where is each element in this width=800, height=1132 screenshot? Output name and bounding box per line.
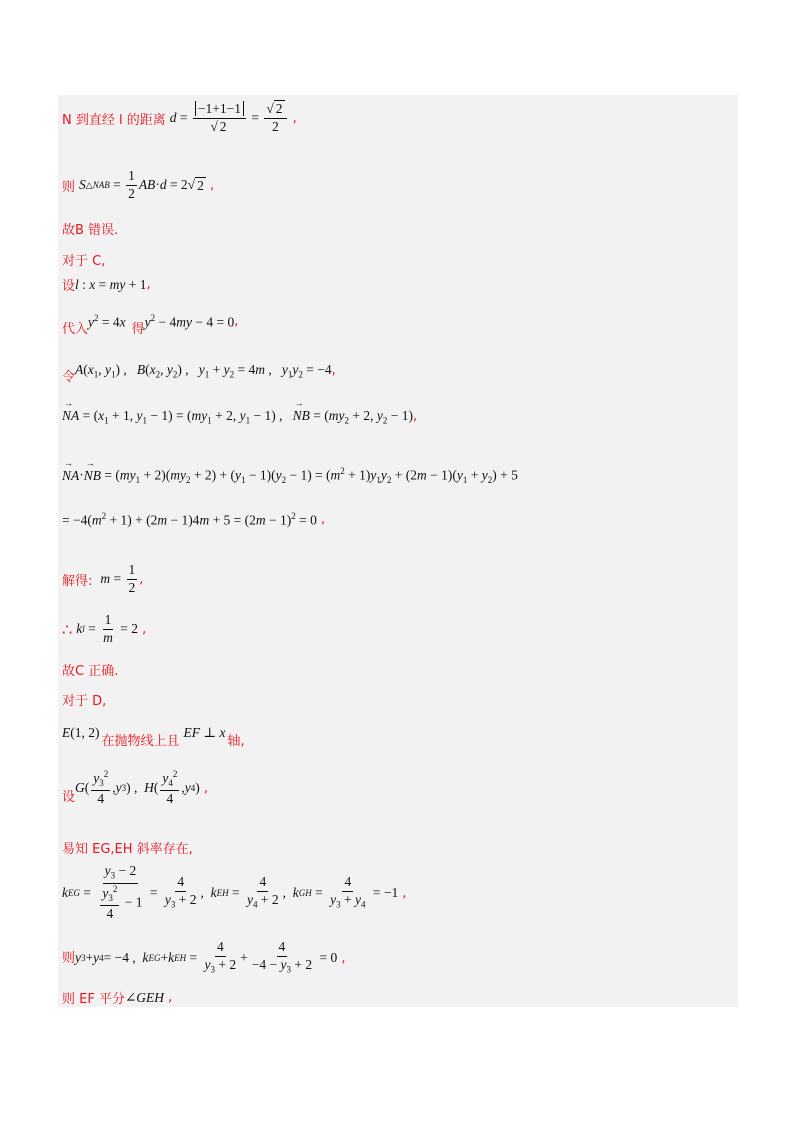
points-gh-line: 设 G ( $\frac{y_3^2}{4}$ , y 3 ) , H ( $\frac{y_4^2}{4}$ , y 4 ) , (62, 768, 209, 806)
line-formula: l : x = my + 1 (75, 276, 147, 292)
vectors-formula: → NA = ($x_1 + 1$, $y_1 - 1) = (my_1 + 2$, $y_1 - 1$) , → NB = ($my_2 + 2$, $y_2 - 1$) (62, 408, 413, 426)
slope-line: ∴ k l = $\frac{1}{m}$ = 2 , (62, 611, 147, 645)
dot-product-formula: → NA·→ NB = $(my_1 + 2)(my_2 + 2) + (y_1 - 1)(y_2 - 1) = (m^2 + 1)y_1y_2 + (2m - 1)(y_1 + y_2) + 5$ (62, 466, 518, 485)
parabola-formula: $y^2 = 4x$ (88, 312, 126, 330)
heading-c: 对于 C, (62, 254, 106, 269)
then-text: 则 (62, 950, 76, 966)
area-formula: S △NAB = $\frac{1}{2}$ AB · d = 2√ 2 , (79, 167, 215, 201)
on-parabola-text: 在抛物线上且 (101, 734, 180, 749)
distance-formula: d = $\frac{-1+1-1}{√ 2}$ = $\frac{√ 2}{2}$ , (169, 100, 297, 134)
points-line: 令 $A(x_1$, $y_1$) , $B(x_2$, $y_2$) , $y_1 + y_2 = 4m$ , $y_1y_2 = -4$ , (62, 361, 336, 385)
slopes-line: k EG = $y_3 - 2$ $\frac{y_3^2}{4}$ − 1 = $\frac{4}{y_3 + 2}$ , k EH = $\frac{4}{y_4 + 2}$ , k GH = $\frac{4}{y_3 + y_4}$ = −1 , (62, 863, 407, 921)
line-equation: 设 l : x = my + 1 , (62, 276, 151, 294)
distance-text: N 到直经 l 的距离 (62, 112, 166, 128)
dot-product-line (62, 466, 518, 485)
perpendicular-formula: EF ⊥ x (183, 724, 226, 740)
slopes-formula: k EG = $y_3 - 2$ $\frac{y_3^2}{4}$ − 1 = $\frac{4}{y_3 + 2}$ , k EH = $\frac{4}{y_4 + 2}$ , k GH = $\frac{4}{y_3 + y_4}$ = −1 (62, 863, 399, 921)
heading-d: 对于 D, (62, 694, 107, 709)
conclusion-b: 故B 错误. (62, 223, 119, 238)
points-formula: $A(x_1$, $y_1$) , $B(x_2$, $y_2$) , $y_1 + y_2 = 4m$ , $y_1y_2 = -4$ (75, 361, 332, 380)
bisect-line: 则 EF 平分 ∠GEH , (62, 989, 173, 1007)
simplify-formula: = $-4(m^2 + 1) + (2m - 1)4m + 5 = (2m - 1)^2 = 0$ (62, 511, 317, 528)
area-prefix: 则 (62, 179, 76, 195)
sum-line: 则 y 3 + y 4 = −4 , k EG + k EH = $\frac{4}{y_3 + 2}$ + $\frac{4}{-4 - y_3 + 2}$ = 0 , (62, 939, 346, 975)
let-text: 令 (62, 370, 76, 385)
substitute-line: 代入 $y^2 = 4x$ 得 $y^2 - 4my - 4 = 0$ , (62, 312, 239, 337)
solve-formula: m = $\frac{1}{2}$ (100, 561, 136, 595)
points-gh-formula: G ( $\frac{y_3^2}{4}$ , y 3 ) , H ( $\frac{y_4^2}{4}$ , y 4 ) (75, 768, 200, 806)
point-e-line (62, 716, 245, 749)
simplify-line: = $-4(m^2 + 1) + (2m - 1)4m + 5 = (2m - 1)^2 = 0$ , (62, 511, 326, 528)
therefore-icon: ∴ (62, 619, 73, 639)
bisect-text: 则 EF 平分 (62, 992, 125, 1007)
axis-text: 轴, (227, 734, 245, 749)
solve-line: 解得: m = $\frac{1}{2}$ , (62, 561, 144, 595)
set-gh-text: 设 (62, 789, 76, 805)
vectors-line: → NA = ($x_1 + 1$, $y_1 - 1) = (my_1 + 2$, $y_1 - 1$) , → NB = ($my_2 + 2$, $y_2 - 1$) , (62, 408, 417, 426)
substitute-text: 代入 (62, 322, 89, 337)
set-text: 设 (62, 279, 76, 294)
slope-formula: k l = $\frac{1}{m}$ = 2 (76, 611, 138, 645)
point-e-formula: E(1, 2) (62, 724, 100, 740)
area-line (62, 168, 214, 202)
sum-formula: y 3 + y 4 = −4 , k EG + k EH = $\frac{4}{y_3 + 2}$ + $\frac{4}{-4 - y_3 + 2}$ = 0 (75, 939, 338, 975)
distance-line (62, 98, 297, 138)
slope-exists-text: 易知 EG,EH 斜率存在, (62, 842, 193, 857)
conclusion-c: 故C 正确. (62, 664, 119, 679)
get-text: 得 (131, 322, 145, 337)
solve-text: 解得: (62, 573, 93, 589)
angle-formula: ∠GEH (124, 989, 165, 1005)
quadratic-formula: $y^2 - 4my - 4 = 0$ (144, 312, 235, 330)
